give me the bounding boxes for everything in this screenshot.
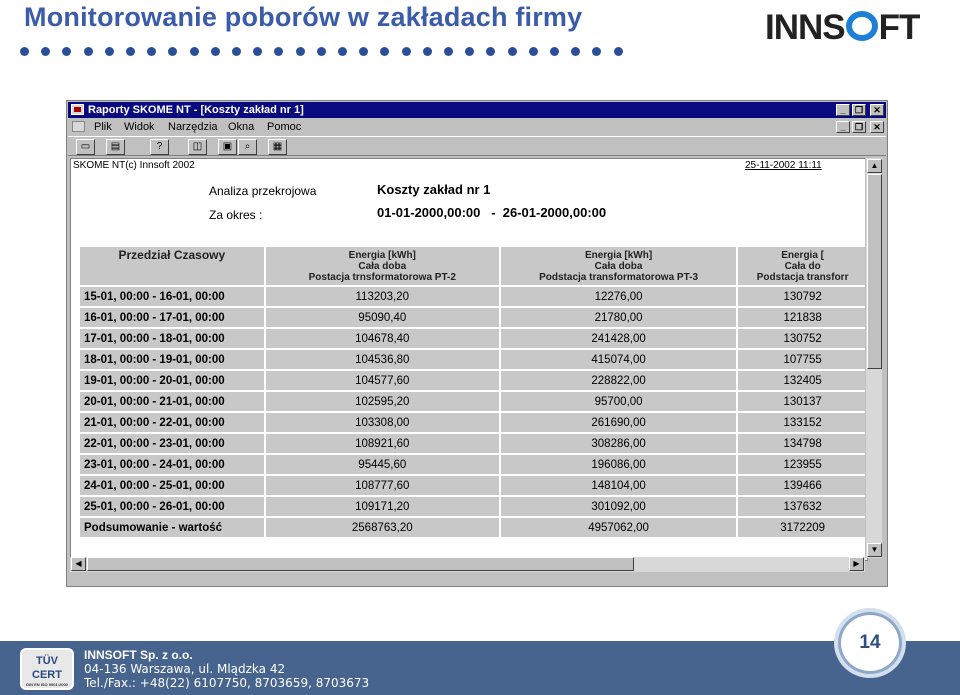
time-range-cell: 19-01, 00:00 - 20-01, 00:00 xyxy=(79,370,265,391)
menu-pomoc[interactable]: Pomoc xyxy=(267,121,302,133)
energy-cell: 3172209 xyxy=(737,517,868,538)
column-header[interactable] xyxy=(737,246,868,286)
energy-cell: 133152 xyxy=(737,412,868,433)
energy-cell: 95700,00 xyxy=(500,391,737,412)
energy-cell: 95445,60 xyxy=(265,454,500,475)
divider-dot xyxy=(211,47,220,56)
column-header-line: Energia [kWh] xyxy=(348,249,416,261)
column-header-line: Przedział Czasowy xyxy=(118,248,226,262)
energy-cell: 95090,40 xyxy=(265,307,500,328)
app-icon[interactable] xyxy=(71,104,84,115)
summary-row[interactable] xyxy=(79,517,868,538)
doc-restore-button[interactable]: ❐ xyxy=(852,121,866,133)
doc-minimize-button[interactable]: _ xyxy=(836,121,850,133)
divider-dot xyxy=(317,47,326,56)
column-header[interactable] xyxy=(79,246,265,286)
logo-o-ring-icon xyxy=(846,11,878,41)
divider-dot xyxy=(296,47,305,56)
analysis-value: Koszty zakład nr 1 xyxy=(377,182,491,197)
time-range-cell: 17-01, 00:00 - 18-01, 00:00 xyxy=(79,328,265,349)
tuv-badge-sub: CERT xyxy=(32,669,62,681)
divider-dot xyxy=(529,47,538,56)
app-window xyxy=(66,100,888,587)
divider-dot xyxy=(105,47,114,56)
divider-dot xyxy=(402,47,411,56)
slide-title: Monitorowanie poborów w zakładach firmy xyxy=(24,2,583,32)
energy-cell: 130792 xyxy=(737,286,868,307)
energy-cell: 102595,20 xyxy=(265,391,500,412)
divider-dot xyxy=(62,47,71,56)
computer-icon[interactable]: ▣ xyxy=(218,139,237,155)
energy-cell: 113203,20 xyxy=(265,286,500,307)
table-row[interactable] xyxy=(79,475,868,496)
energy-cell: 104536,80 xyxy=(265,349,500,370)
doc-close-button[interactable]: ✕ xyxy=(870,121,884,133)
energy-cell: 137632 xyxy=(737,496,868,517)
report-table xyxy=(78,245,868,539)
divider-dot xyxy=(486,47,495,56)
energy-cell: 104577,60 xyxy=(265,370,500,391)
column-header-line: Podstacja transforr xyxy=(756,271,849,283)
help-icon[interactable]: ? xyxy=(150,139,169,155)
divider-dot xyxy=(465,47,474,56)
horizontal-scroll-thumb[interactable] xyxy=(87,557,634,571)
energy-cell: 130752 xyxy=(737,328,868,349)
logo-text-right: FT xyxy=(878,8,920,47)
column-header-line: Energia [ xyxy=(781,249,825,261)
column-header-line: Podstacja transformatorowa PT-3 xyxy=(539,271,699,283)
divider-dot xyxy=(168,47,177,56)
search-icon[interactable]: ⌕ xyxy=(238,139,257,155)
time-range-cell: 21-01, 00:00 - 22-01, 00:00 xyxy=(79,412,265,433)
time-range-cell: 15-01, 00:00 - 16-01, 00:00 xyxy=(79,286,265,307)
table-row[interactable] xyxy=(79,496,868,517)
menu-plik[interactable]: Plik xyxy=(94,121,112,133)
preview-icon[interactable]: ◫ xyxy=(188,139,207,155)
energy-cell: 228822,00 xyxy=(500,370,737,391)
document-icon[interactable] xyxy=(72,121,85,132)
column-header[interactable] xyxy=(265,246,500,286)
energy-cell: 21780,00 xyxy=(500,307,737,328)
menu-okna[interactable]: Okna xyxy=(228,121,255,133)
page-number: 14 xyxy=(838,612,902,674)
energy-cell: 123955 xyxy=(737,454,868,475)
report-view xyxy=(70,158,868,561)
energy-cell: 261690,00 xyxy=(500,412,737,433)
period-value: 01-01-2000,00:00 - 26-01-2000,00:00 xyxy=(377,205,607,220)
divider-dot xyxy=(359,47,368,56)
footer-company: INNSOFT Sp. z o.o. xyxy=(84,648,193,662)
window-title: Raporty SKOME NT - [Koszty zakład nr 1] xyxy=(88,104,304,116)
divider-dot xyxy=(41,47,50,56)
divider-dot xyxy=(614,47,623,56)
energy-cell: 241428,00 xyxy=(500,328,737,349)
scroll-right-icon[interactable]: ▶ xyxy=(849,557,864,571)
tuv-cert-badge xyxy=(20,648,74,690)
energy-cell: 4957062,00 xyxy=(500,517,737,538)
tuv-badge-small: DIN EN ISO 9001:2000 xyxy=(26,682,68,687)
innsoft-logo xyxy=(765,8,920,47)
energy-cell: 109171,20 xyxy=(265,496,500,517)
time-range-cell: 20-01, 00:00 - 21-01, 00:00 xyxy=(79,391,265,412)
table-row[interactable] xyxy=(79,433,868,454)
time-range-cell: 22-01, 00:00 - 23-01, 00:00 xyxy=(79,433,265,454)
energy-cell: 196086,00 xyxy=(500,454,737,475)
column-header-line: Postacja trnsformatorowa PT-2 xyxy=(308,271,456,283)
table-header-row xyxy=(79,246,868,286)
divider-dot xyxy=(571,47,580,56)
divider-dot xyxy=(253,47,262,56)
report-header-left: SKOME NT(c) Innsoft 2002 xyxy=(73,160,195,171)
table-row[interactable] xyxy=(79,391,868,412)
horizontal-scrollbar[interactable] xyxy=(70,557,865,572)
divider-dot xyxy=(232,47,241,56)
vertical-scrollbar[interactable] xyxy=(865,158,882,558)
energy-cell: 104678,40 xyxy=(265,328,500,349)
energy-cell: 134798 xyxy=(737,433,868,454)
time-range-cell: Podsumowanie - wartość xyxy=(79,517,265,538)
period-label: Za okres : xyxy=(209,208,263,222)
scroll-left-icon[interactable]: ◀ xyxy=(71,557,86,571)
scroll-down-icon[interactable]: ▼ xyxy=(867,543,882,557)
print-icon[interactable]: ▤ xyxy=(106,139,125,155)
open-icon[interactable]: ▭ xyxy=(76,139,95,155)
divider-dot xyxy=(423,47,432,56)
divider-dot xyxy=(126,47,135,56)
energy-cell: 107755 xyxy=(737,349,868,370)
divider-dot xyxy=(592,47,601,56)
dot-divider xyxy=(20,47,630,57)
column-header-line: Cała doba xyxy=(594,260,643,272)
divider-dot xyxy=(84,47,93,56)
divider-dot xyxy=(147,47,156,56)
restore-button[interactable]: ❐ xyxy=(852,104,866,116)
minimize-button[interactable]: _ xyxy=(836,104,850,116)
divider-dot xyxy=(274,47,283,56)
column-header-line: Energia [kWh] xyxy=(584,249,653,261)
export-icon[interactable]: ▦ xyxy=(268,139,287,155)
table-row[interactable] xyxy=(79,286,868,307)
divider-dot xyxy=(20,47,29,56)
window-titlebar[interactable] xyxy=(68,102,886,118)
footer-phone: Tel./Fax.: +48(22) 6107750, 8703659, 8703673 xyxy=(84,676,370,690)
energy-cell: 308286,00 xyxy=(500,433,737,454)
energy-cell: 301092,00 xyxy=(500,496,737,517)
energy-cell: 121838 xyxy=(737,307,868,328)
menu-narzedzia[interactable]: Narzędzia xyxy=(168,121,218,133)
energy-cell: 148104,00 xyxy=(500,475,737,496)
energy-cell: 139466 xyxy=(737,475,868,496)
table-row[interactable] xyxy=(79,328,868,349)
close-button[interactable]: ✕ xyxy=(870,104,884,116)
tuv-badge-main: TÜV xyxy=(36,655,58,667)
energy-cell: 2568763,20 xyxy=(265,517,500,538)
column-header-line: Cała do xyxy=(784,260,821,272)
time-range-cell: 25-01, 00:00 - 26-01, 00:00 xyxy=(79,496,265,517)
menu-widok[interactable]: Widok xyxy=(124,121,155,133)
table-row[interactable] xyxy=(79,349,868,370)
logo-text-left: INNS xyxy=(765,8,845,47)
energy-cell: 12276,00 xyxy=(500,286,737,307)
column-header-line: Cała doba xyxy=(358,260,407,272)
table-row[interactable] xyxy=(79,370,868,391)
vertical-scroll-thumb[interactable] xyxy=(867,174,882,369)
divider-dot xyxy=(444,47,453,56)
energy-cell: 108921,60 xyxy=(265,433,500,454)
table-row[interactable] xyxy=(79,307,868,328)
divider-dot xyxy=(190,47,199,56)
divider-dot xyxy=(338,47,347,56)
time-range-cell: 18-01, 00:00 - 19-01, 00:00 xyxy=(79,349,265,370)
footer-address: 04-136 Warszawa, ul. Mlądzka 42 xyxy=(84,662,286,676)
column-header[interactable] xyxy=(500,246,737,286)
analysis-label: Analiza przekrojowa xyxy=(209,184,317,198)
menubar xyxy=(68,119,886,135)
energy-cell: 130137 xyxy=(737,391,868,412)
report-header-date: 25-11-2002 11:11 xyxy=(745,160,822,171)
divider-dot xyxy=(550,47,559,56)
table-row[interactable] xyxy=(79,412,868,433)
energy-cell: 132405 xyxy=(737,370,868,391)
scroll-up-icon[interactable]: ▲ xyxy=(867,159,882,173)
time-range-cell: 24-01, 00:00 - 25-01, 00:00 xyxy=(79,475,265,496)
divider-dot xyxy=(508,47,517,56)
time-range-cell: 16-01, 00:00 - 17-01, 00:00 xyxy=(79,307,265,328)
divider-dot xyxy=(380,47,389,56)
toolbar xyxy=(68,136,886,156)
energy-cell: 415074,00 xyxy=(500,349,737,370)
time-range-cell: 23-01, 00:00 - 24-01, 00:00 xyxy=(79,454,265,475)
energy-cell: 103308,00 xyxy=(265,412,500,433)
energy-cell: 108777,60 xyxy=(265,475,500,496)
table-row[interactable] xyxy=(79,454,868,475)
